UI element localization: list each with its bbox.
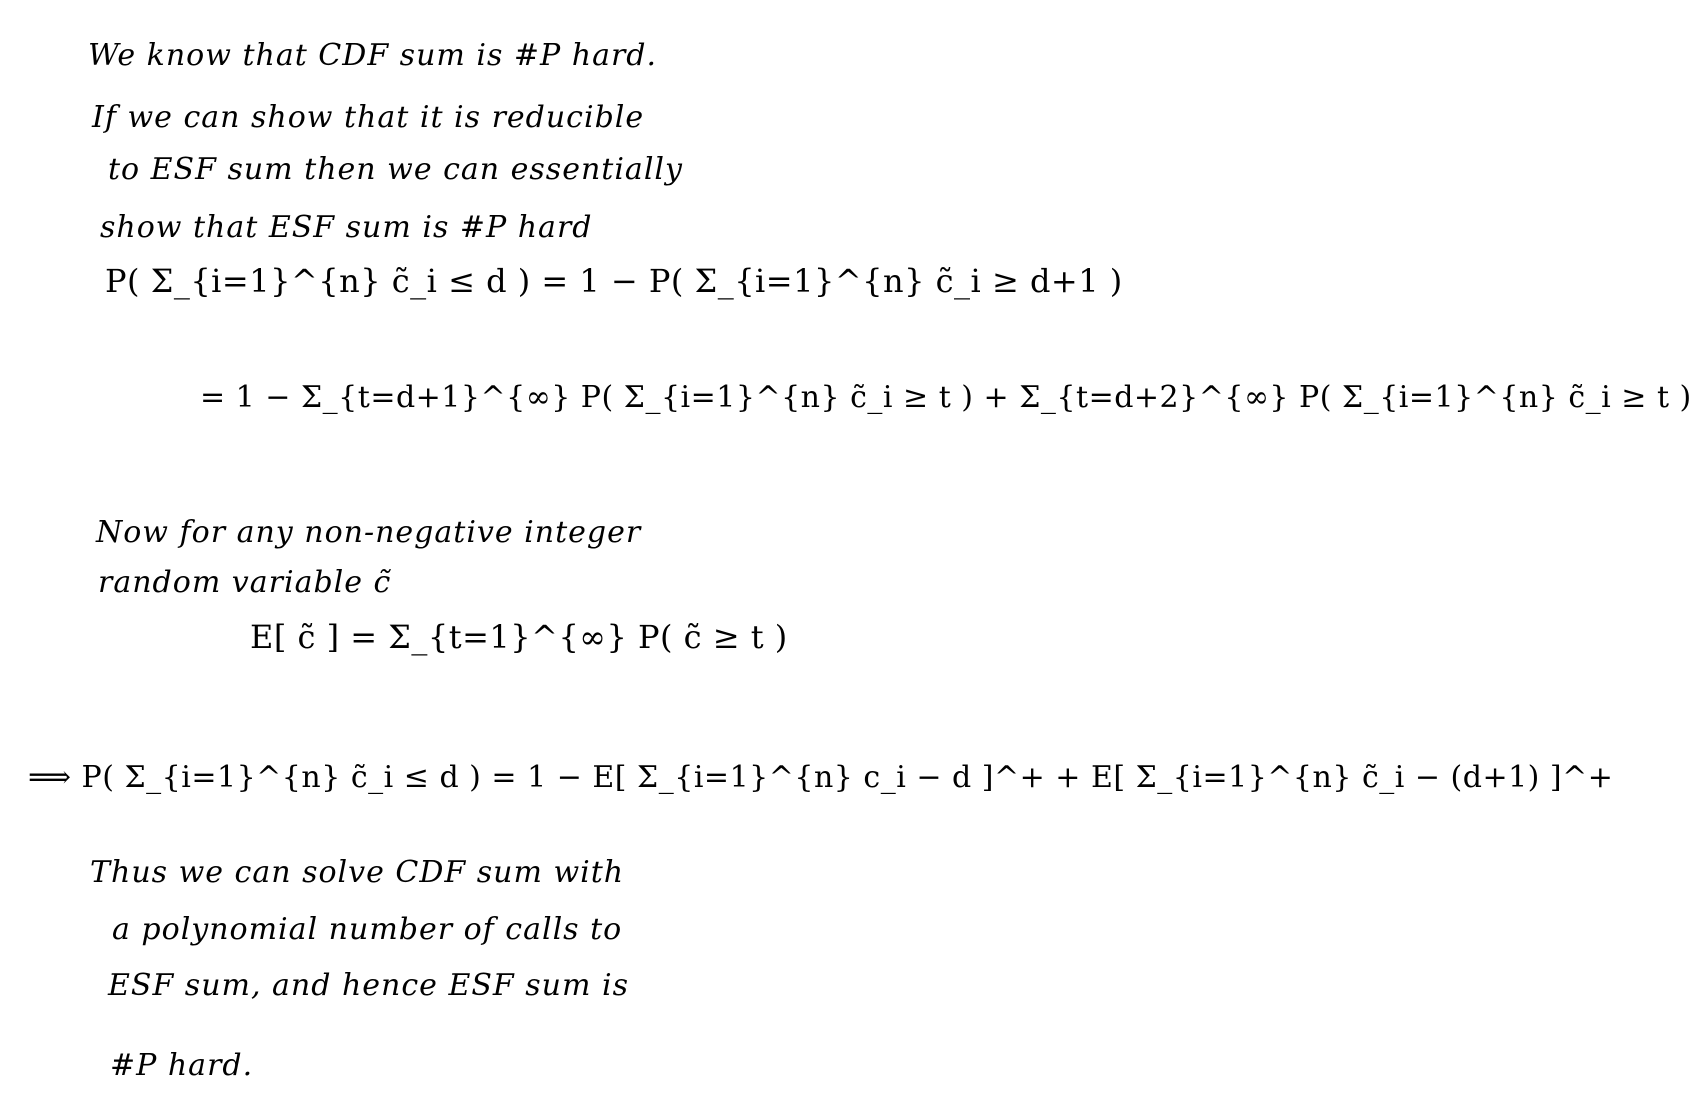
note-line-6: random variable c̃ [98,565,392,600]
equation-cdf-complement: P( Σ_{i=1}^{n} c̃_i ≤ d ) = 1 − P( Σ_{i=1}^{n} c̃_i ≥ d+1 ) [105,262,1123,300]
note-line-2: If we can show that it is reducible [92,100,645,135]
note-line-8: a polynomial number of calls to [112,912,623,947]
equation-tail-sum-expansion: = 1 − Σ_{t=d+1}^{∞} P( Σ_{i=1}^{n} c̃_i ≥ t ) + Σ_{t=d+2}^{∞} P( Σ_{i=1}^{n} c̃_i ≥ t ) [200,380,1692,415]
note-line-10: #P hard. [110,1048,254,1083]
note-line-4: show that ESF sum is #P hard [100,210,593,245]
equation-expectation-tail-sum: E[ c̃ ] = Σ_{t=1}^{∞} P( c̃ ≥ t ) [250,618,788,656]
note-line-7: Thus we can solve CDF sum with [90,855,625,890]
equation-reduction-result: ⟹ P( Σ_{i=1}^{n} c̃_i ≤ d ) = 1 − E[ Σ_{i=1}^{n} c_i − d ]^+ + E[ Σ_{i=1}^{n} c̃_i − (d+1) ]^+ [28,760,1614,795]
note-line-9: ESF sum, and hence ESF sum is [108,968,629,1003]
note-line-5: Now for any non-negative integer [96,515,642,550]
note-line-1: We know that CDF sum is #P hard. [88,38,658,73]
note-line-3: to ESF sum then we can essentially [108,152,683,187]
